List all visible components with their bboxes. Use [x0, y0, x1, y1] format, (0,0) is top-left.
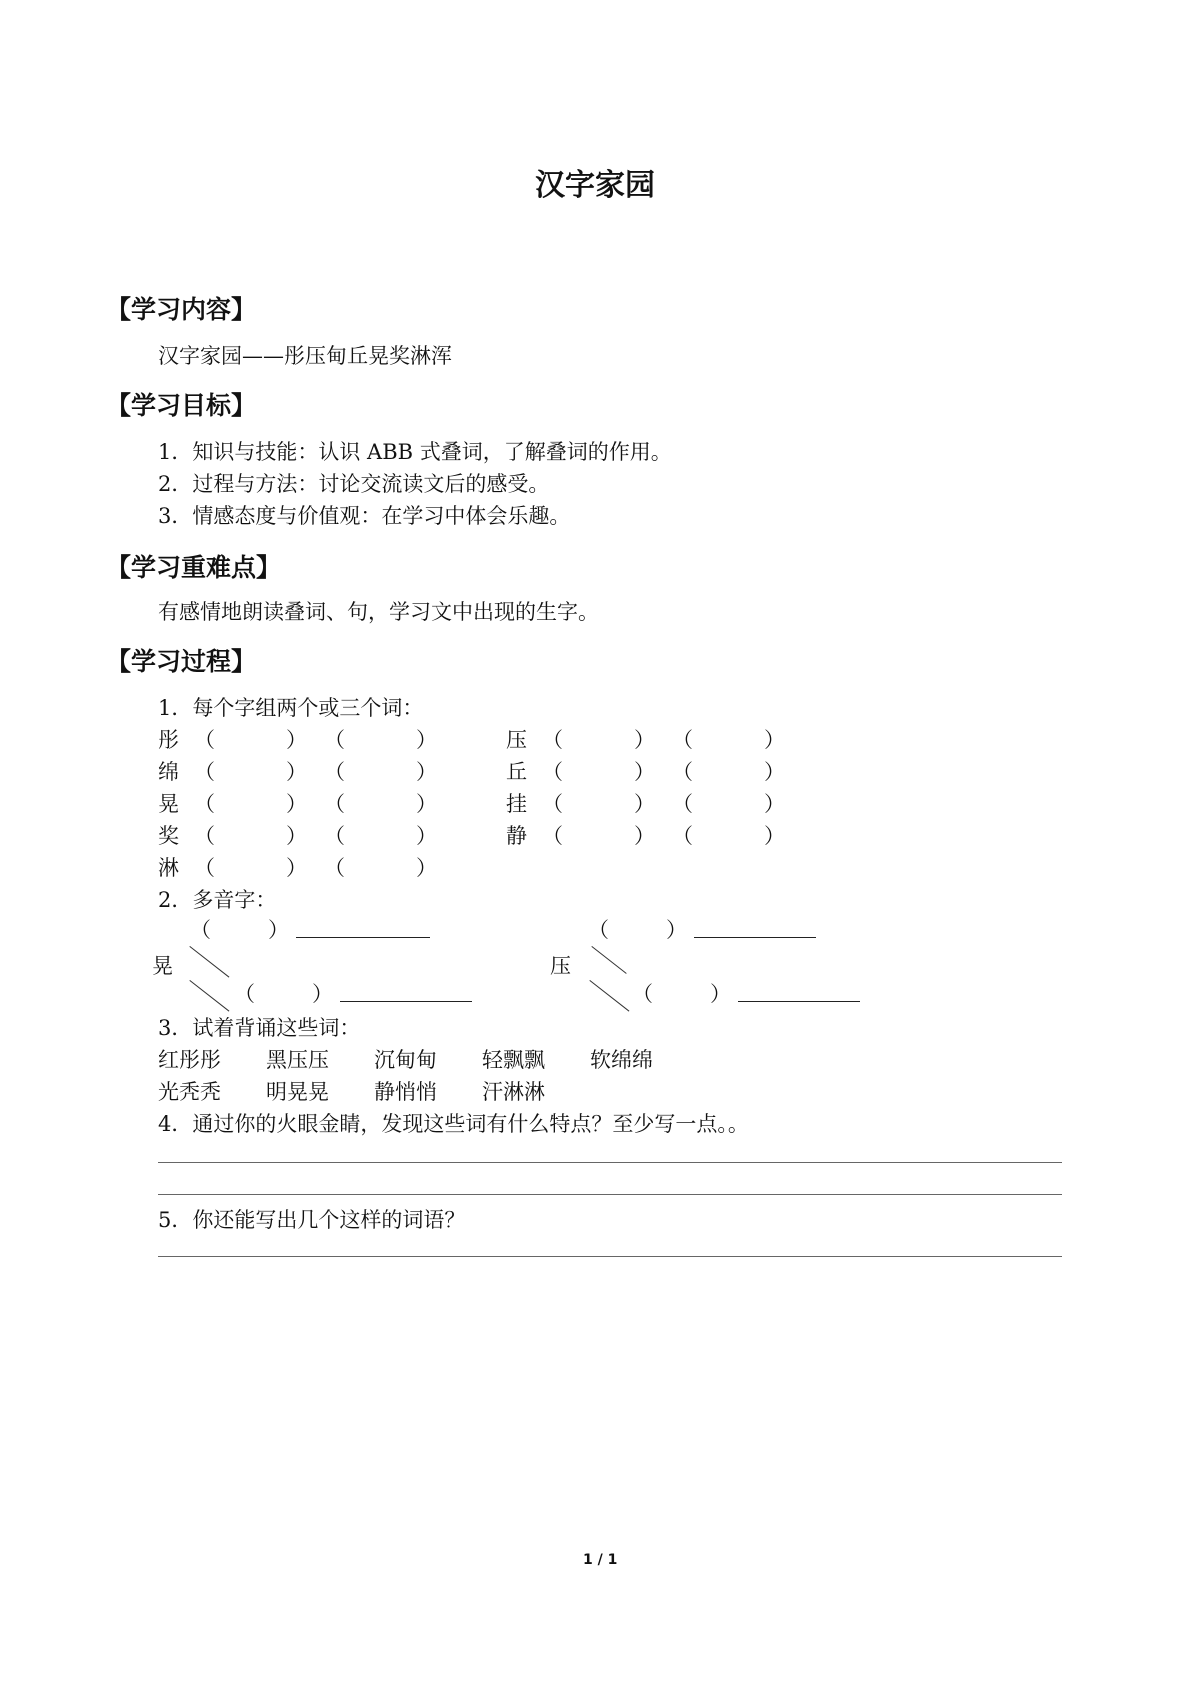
- q2-prompt: 2．多音字：: [158, 888, 277, 912]
- answer-blank[interactable]: [350, 726, 412, 750]
- answer-line[interactable]: [738, 1001, 860, 1002]
- page-number: 1 / 1: [583, 1552, 618, 1568]
- goal-item: 2．过程与方法：讨论交流读文后的感受。: [158, 472, 550, 496]
- q1-char: 静: [506, 824, 527, 848]
- content-text: 汉字家园——彤压甸丘晃奖淋浑: [158, 344, 452, 368]
- paren-open: （: [632, 982, 653, 1006]
- diagonal-line: [589, 980, 629, 1012]
- answer-blank-open: （: [542, 824, 563, 848]
- q3-word: 黑压压: [266, 1048, 329, 1072]
- answer-line[interactable]: [340, 1001, 472, 1002]
- answer-blank-close: ）: [634, 760, 655, 784]
- q3-word: 静悄悄: [374, 1080, 437, 1104]
- answer-blank-open: （: [194, 760, 215, 784]
- answer-blank[interactable]: [568, 822, 630, 846]
- answer-blank-open: （: [672, 792, 693, 816]
- q3-word: 红彤彤: [158, 1048, 221, 1072]
- answer-blank[interactable]: [350, 854, 412, 878]
- q1-char: 淋: [158, 856, 179, 880]
- answer-blank-close: ）: [416, 792, 437, 816]
- answer-blank-open: （: [194, 792, 215, 816]
- answer-blank-open: （: [542, 728, 563, 752]
- answer-blank-close: ）: [634, 824, 655, 848]
- paren-close: ）: [268, 918, 289, 942]
- answer-blank-close: ）: [764, 792, 785, 816]
- answer-blank-open: （: [194, 824, 215, 848]
- paren-close: ）: [666, 918, 687, 942]
- answer-line[interactable]: [158, 1256, 1062, 1257]
- q1-char: 丘: [506, 760, 527, 784]
- answer-blank[interactable]: [220, 790, 282, 814]
- q3-prompt: 3．试着背诵这些词：: [158, 1016, 361, 1040]
- q3-word: 软绵绵: [590, 1048, 653, 1072]
- answer-line[interactable]: [296, 937, 430, 938]
- answer-blank-open: （: [324, 856, 345, 880]
- answer-blank-open: （: [194, 728, 215, 752]
- answer-blank-open: （: [672, 824, 693, 848]
- answer-blank-open: （: [542, 792, 563, 816]
- paren-close: ）: [312, 982, 333, 1006]
- answer-blank[interactable]: [698, 726, 760, 750]
- answer-blank-close: ）: [286, 824, 307, 848]
- answer-blank[interactable]: [220, 758, 282, 782]
- keypoints-text: 有感情地朗读叠词、句，学习文中出现的生字。: [158, 600, 599, 624]
- q5-prompt: 5．你还能写出几个这样的词语？: [158, 1208, 466, 1232]
- answer-blank-open: （: [194, 856, 215, 880]
- answer-blank[interactable]: [350, 758, 412, 782]
- answer-blank-close: ）: [416, 728, 437, 752]
- section-heading-goals: 【学习目标】: [106, 391, 257, 420]
- answer-blank[interactable]: [568, 758, 630, 782]
- paren-close: ）: [710, 982, 731, 1006]
- answer-blank[interactable]: [568, 790, 630, 814]
- answer-blank-open: （: [542, 760, 563, 784]
- answer-blank[interactable]: [568, 726, 630, 750]
- q1-char: 彤: [158, 728, 179, 752]
- answer-blank-open: （: [672, 760, 693, 784]
- answer-blank-open: （: [672, 728, 693, 752]
- answer-blank[interactable]: [698, 790, 760, 814]
- page-title: 汉字家园: [535, 168, 655, 203]
- answer-line[interactable]: [158, 1194, 1062, 1195]
- answer-blank-open: （: [324, 728, 345, 752]
- q3-word: 轻飘飘: [482, 1048, 545, 1072]
- paren-open: （: [190, 918, 211, 942]
- section-heading-process: 【学习过程】: [106, 647, 257, 676]
- q1-char: 奖: [158, 824, 179, 848]
- q1-char: 压: [506, 728, 527, 752]
- answer-line[interactable]: [694, 937, 816, 938]
- q2-right-char: 压: [550, 954, 571, 978]
- answer-blank-close: ）: [764, 760, 785, 784]
- answer-blank[interactable]: [220, 854, 282, 878]
- answer-blank-close: ）: [286, 728, 307, 752]
- paren-open: （: [234, 982, 255, 1006]
- q2-left-char: 晃: [152, 954, 173, 978]
- answer-blank-open: （: [324, 792, 345, 816]
- answer-blank[interactable]: [698, 758, 760, 782]
- answer-blank-close: ）: [416, 856, 437, 880]
- diagonal-line: [591, 946, 626, 974]
- answer-blank-close: ）: [764, 728, 785, 752]
- answer-blank[interactable]: [698, 822, 760, 846]
- section-heading-keypoints: 【学习重难点】: [106, 553, 282, 582]
- section-heading-content: 【学习内容】: [106, 295, 257, 324]
- q1-char: 晃: [158, 792, 179, 816]
- answer-blank-open: （: [324, 824, 345, 848]
- answer-blank-close: ）: [416, 824, 437, 848]
- answer-blank-close: ）: [634, 792, 655, 816]
- answer-blank-close: ）: [286, 760, 307, 784]
- q4-prompt: 4．通过你的火眼金睛，发现这些词有什么特点？至少写一点。。: [158, 1112, 749, 1136]
- answer-blank[interactable]: [350, 790, 412, 814]
- answer-blank-close: ）: [634, 728, 655, 752]
- answer-blank-open: （: [324, 760, 345, 784]
- goal-item: 3．情感态度与价值观：在学习中体会乐趣。: [158, 504, 571, 528]
- diagonal-line: [189, 980, 229, 1012]
- q1-char: 绵: [158, 760, 179, 784]
- answer-blank-close: ）: [286, 856, 307, 880]
- q3-word: 沉甸甸: [374, 1048, 437, 1072]
- q1-char: 挂: [506, 792, 527, 816]
- answer-blank[interactable]: [220, 726, 282, 750]
- q1-prompt: 1．每个字组两个或三个词：: [158, 696, 424, 720]
- paren-open: （: [588, 918, 609, 942]
- answer-blank-close: ）: [416, 760, 437, 784]
- q3-word: 汗淋淋: [482, 1080, 545, 1104]
- answer-line[interactable]: [158, 1162, 1062, 1163]
- answer-blank[interactable]: [220, 822, 282, 846]
- q3-word: 明晃晃: [266, 1080, 329, 1104]
- answer-blank[interactable]: [350, 822, 412, 846]
- answer-blank-close: ）: [286, 792, 307, 816]
- answer-blank-close: ）: [764, 824, 785, 848]
- diagonal-line: [189, 946, 229, 978]
- q3-word: 光秃秃: [158, 1080, 221, 1104]
- goal-item: 1．知识与技能：认识 ABB 式叠词，了解叠词的作用。: [158, 440, 672, 464]
